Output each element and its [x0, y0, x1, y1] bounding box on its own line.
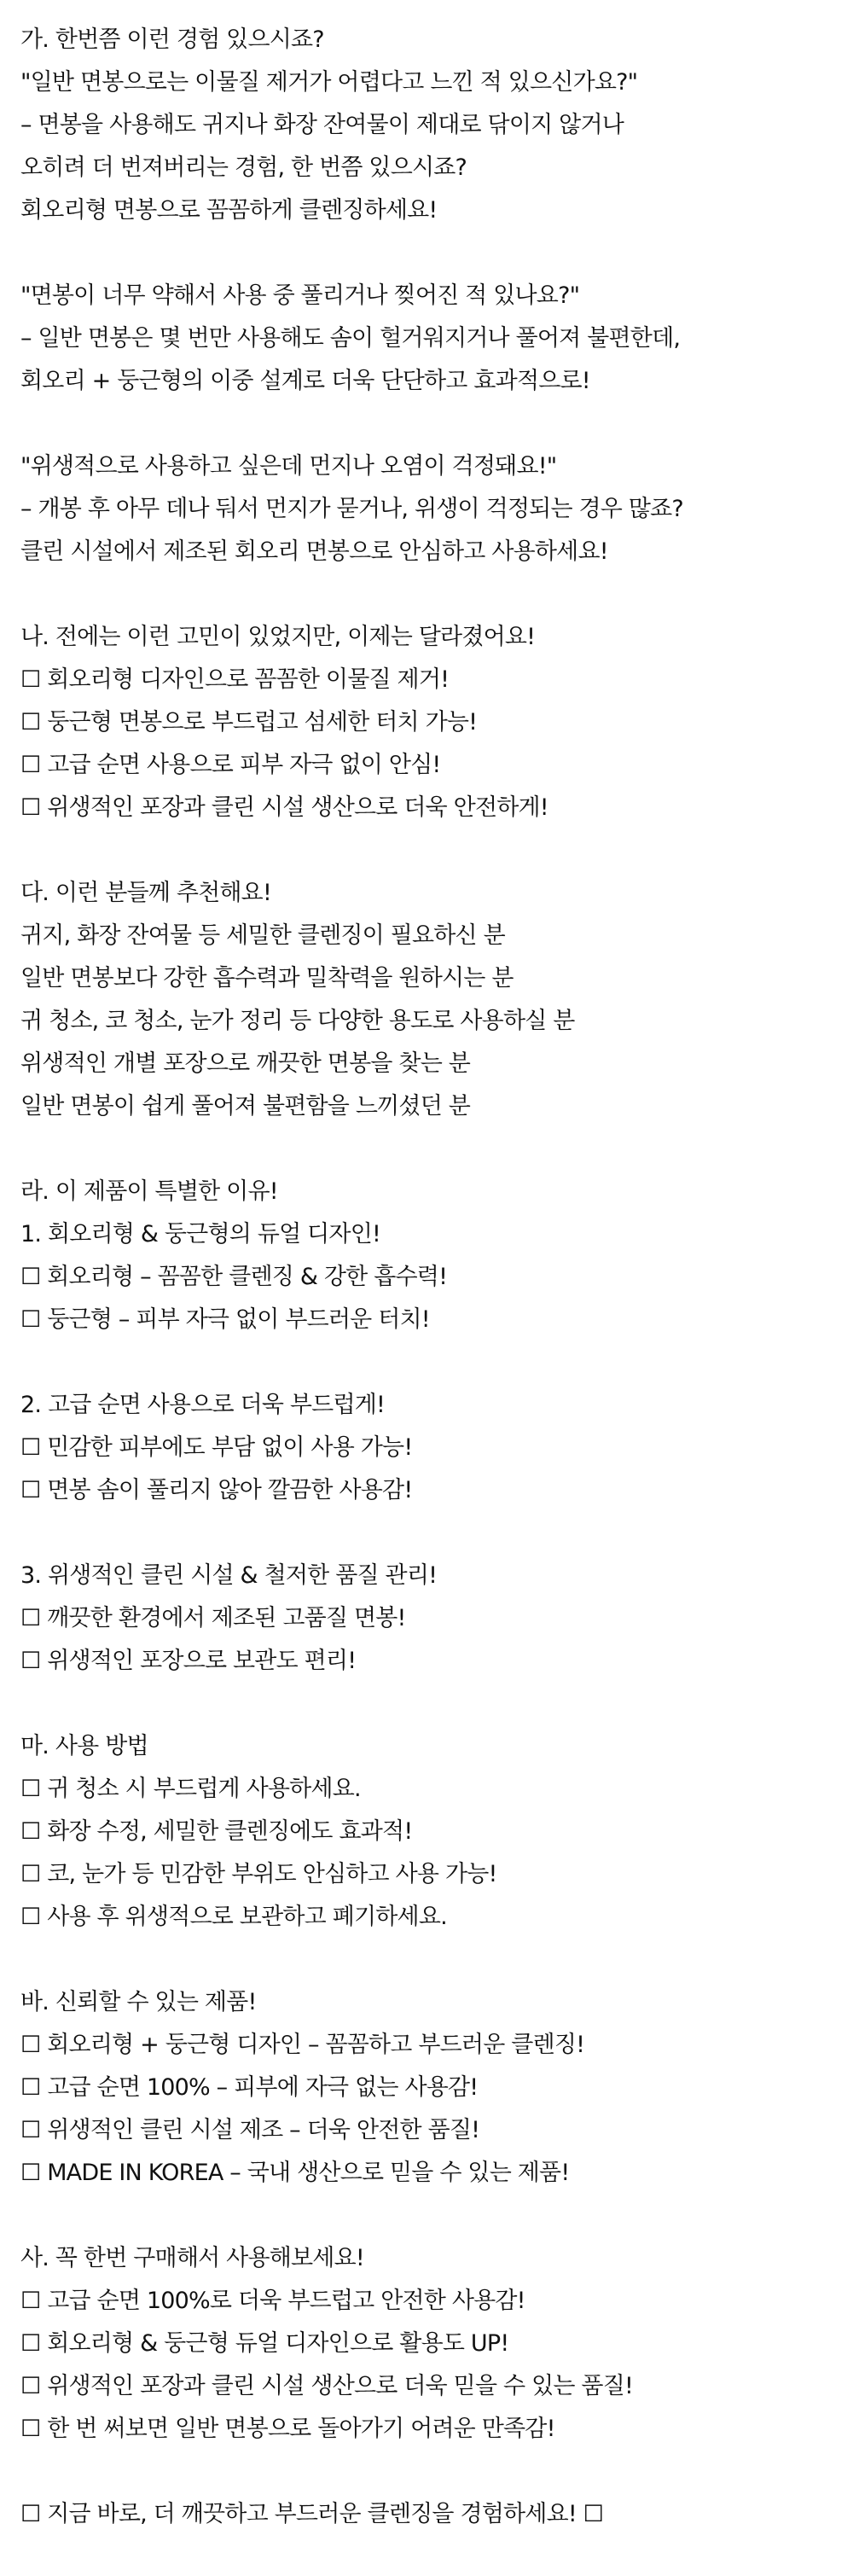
section-spacer [20, 232, 839, 275]
section-first-line: "면봉이 너무 약해서 사용 중 풀리거나 찢어진 적 있나요?" [20, 282, 580, 309]
section-first-line: 2. 고급 순면 사용으로 더욱 부드럽게! [20, 1392, 386, 1418]
text-line: – 일반 면봉은 몇 번만 사용해도 솜이 헐거워지거나 풀어져 불편한데, [20, 325, 681, 352]
text-line: 귀 청소, 코 청소, 눈가 정리 등 다양한 용도로 사용하실 분 [20, 1008, 575, 1034]
text-section [20, 1171, 839, 1341]
text-line: – 개봉 후 아무 데나 둬서 먼지가 묻거나, 위생이 걱정되는 경우 많죠? [20, 496, 683, 522]
section-first-line: 마. 사용 방법 [20, 1733, 148, 1759]
text-line: 회오리형 면봉으로 꼼꼼하게 클렌징하세요! [20, 197, 438, 224]
text-line: ☐ 회오리형 + 둥근형 디자인 – 꼼꼼하고 부드러운 클렌징! [20, 2032, 585, 2058]
text-line: "일반 면봉으로는 이물질 제거가 어렵다고 느낀 적 있으신가요?" [20, 69, 638, 96]
text-section [20, 872, 839, 1128]
section-spacer [20, 829, 839, 872]
text-line: ☐ 위생적인 포장과 클린 시설 생산으로 더욱 믿을 수 있는 품질! [20, 2373, 634, 2399]
text-line: 오히려 더 번져버리는 경험, 한 번쯤 있으시죠? [20, 154, 467, 181]
section-spacer [20, 2195, 839, 2237]
section-spacer [20, 1939, 839, 1981]
section-first-line: 사. 꼭 한번 구매해서 사용해보세요! [20, 2245, 364, 2271]
section-first-line: 다. 이런 분들께 추천해요! [20, 880, 271, 906]
text-line: ☐ 회오리형 – 꼼꼼한 클렌징 & 강한 흡수력! [20, 1264, 448, 1290]
text-line: ☐ 면봉 솜이 풀리지 않아 깔끔한 사용감! [20, 1477, 413, 1503]
text-line: ☐ 한 번 써보면 일반 면봉으로 돌아가기 어려운 만족감! [20, 2416, 555, 2442]
text-section [20, 616, 839, 829]
section-first-line: 가. 한번쯤 이런 경험 있으시죠? [20, 26, 324, 53]
section-spacer [20, 1512, 839, 1555]
text-line: 위생적인 개별 포장으로 깨끗한 면봉을 찾는 분 [20, 1050, 471, 1077]
section-first-line: 나. 전에는 이런 고민이 있었지만, 이제는 달라졌어요! [20, 624, 536, 650]
text-section [20, 275, 839, 403]
text-line: 클린 시설에서 제조된 회오리 면봉으로 안심하고 사용하세요! [20, 538, 608, 565]
text-line: ☐ 위생적인 포장과 클린 시설 생산으로 더욱 안전하게! [20, 794, 548, 821]
text-line: ☐ 민감한 피부에도 부담 없이 사용 가능! [20, 1434, 413, 1461]
section-spacer [20, 1341, 839, 1384]
text-line: ☐ MADE IN KOREA – 국내 생산으로 믿을 수 있는 제품! [20, 2160, 570, 2186]
text-line: ☐ 회오리형 디자인으로 꼼꼼한 이물질 제거! [20, 666, 450, 693]
section-first-line: ☐ 지금 바로, 더 깨끗하고 부드러운 클렌징을 경험하세요! ☐ [20, 2501, 604, 2527]
text-line: ☐ 귀 청소 시 부드럽게 사용하세요. [20, 1776, 361, 1802]
text-line: 귀지, 화장 잔여물 등 세밀한 클렌징이 필요하신 분 [20, 922, 505, 949]
text-section [20, 19, 839, 232]
section-first-line: "위생적으로 사용하고 싶은데 먼지나 오염이 걱정돼요!" [20, 453, 557, 480]
text-line: 일반 면봉보다 강한 흡수력과 밀착력을 원하시는 분 [20, 965, 514, 991]
section-spacer [20, 1683, 839, 1725]
text-section [20, 2493, 839, 2536]
text-line: ☐ 코, 눈가 등 민감한 부위도 안심하고 사용 가능! [20, 1861, 497, 1887]
text-line: 1. 회오리형 & 둥근형의 듀얼 디자인! [20, 1221, 381, 1247]
section-first-line: 라. 이 제품이 특별한 이유! [20, 1178, 278, 1205]
section-spacer [20, 1128, 839, 1171]
text-line: ☐ 둥근형 – 피부 자극 없이 부드러운 터치! [20, 1306, 430, 1333]
text-line: ☐ 고급 순면 사용으로 피부 자극 없이 안심! [20, 752, 441, 778]
text-section [20, 1981, 839, 2195]
text-line: 일반 면봉이 쉽게 풀어져 불편함을 느끼셨던 분 [20, 1093, 471, 1119]
text-section [20, 1555, 839, 1683]
section-spacer [20, 403, 839, 445]
text-line: ☐ 고급 순면 100% – 피부에 자극 없는 사용감! [20, 2074, 479, 2101]
text-line: – 면봉을 사용해도 귀지나 화장 잔여물이 제대로 닦이지 않거나 [20, 112, 624, 138]
text-line: ☐ 화장 수정, 세밀한 클렌징에도 효과적! [20, 1818, 413, 1845]
text-line: ☐ 위생적인 클린 시설 제조 – 더욱 안전한 품질! [20, 2117, 480, 2143]
text-line: ☐ 사용 후 위생적으로 보관하고 폐기하세요. [20, 1904, 447, 1930]
section-spacer [20, 573, 839, 616]
section-spacer [20, 2451, 839, 2493]
text-section [20, 2237, 839, 2451]
text-section [20, 1725, 839, 1939]
text-line: ☐ 깨끗한 환경에서 제조된 고품질 면봉! [20, 1605, 406, 1631]
text-section [20, 445, 839, 573]
text-line: 회오리 + 둥근형의 이중 설계로 더욱 단단하고 효과적으로! [20, 368, 590, 394]
section-first-line: 3. 위생적인 클린 시설 & 철저한 품질 관리! [20, 1562, 438, 1589]
text-section [20, 1384, 839, 1512]
text-line: ☐ 둥근형 면봉으로 부드럽고 섬세한 터치 가능! [20, 709, 478, 736]
text-line: ☐ 고급 순면 100%로 더욱 부드럽고 안전한 사용감! [20, 2288, 525, 2314]
text-line: ☐ 회오리형 & 둥근형 듀얼 디자인으로 활용도 UP! [20, 2330, 509, 2357]
text-line: ☐ 위생적인 포장으로 보관도 편리! [20, 1648, 357, 1674]
section-first-line: 바. 신뢰할 수 있는 제품! [20, 1989, 257, 2015]
product-description-document [20, 19, 839, 2536]
